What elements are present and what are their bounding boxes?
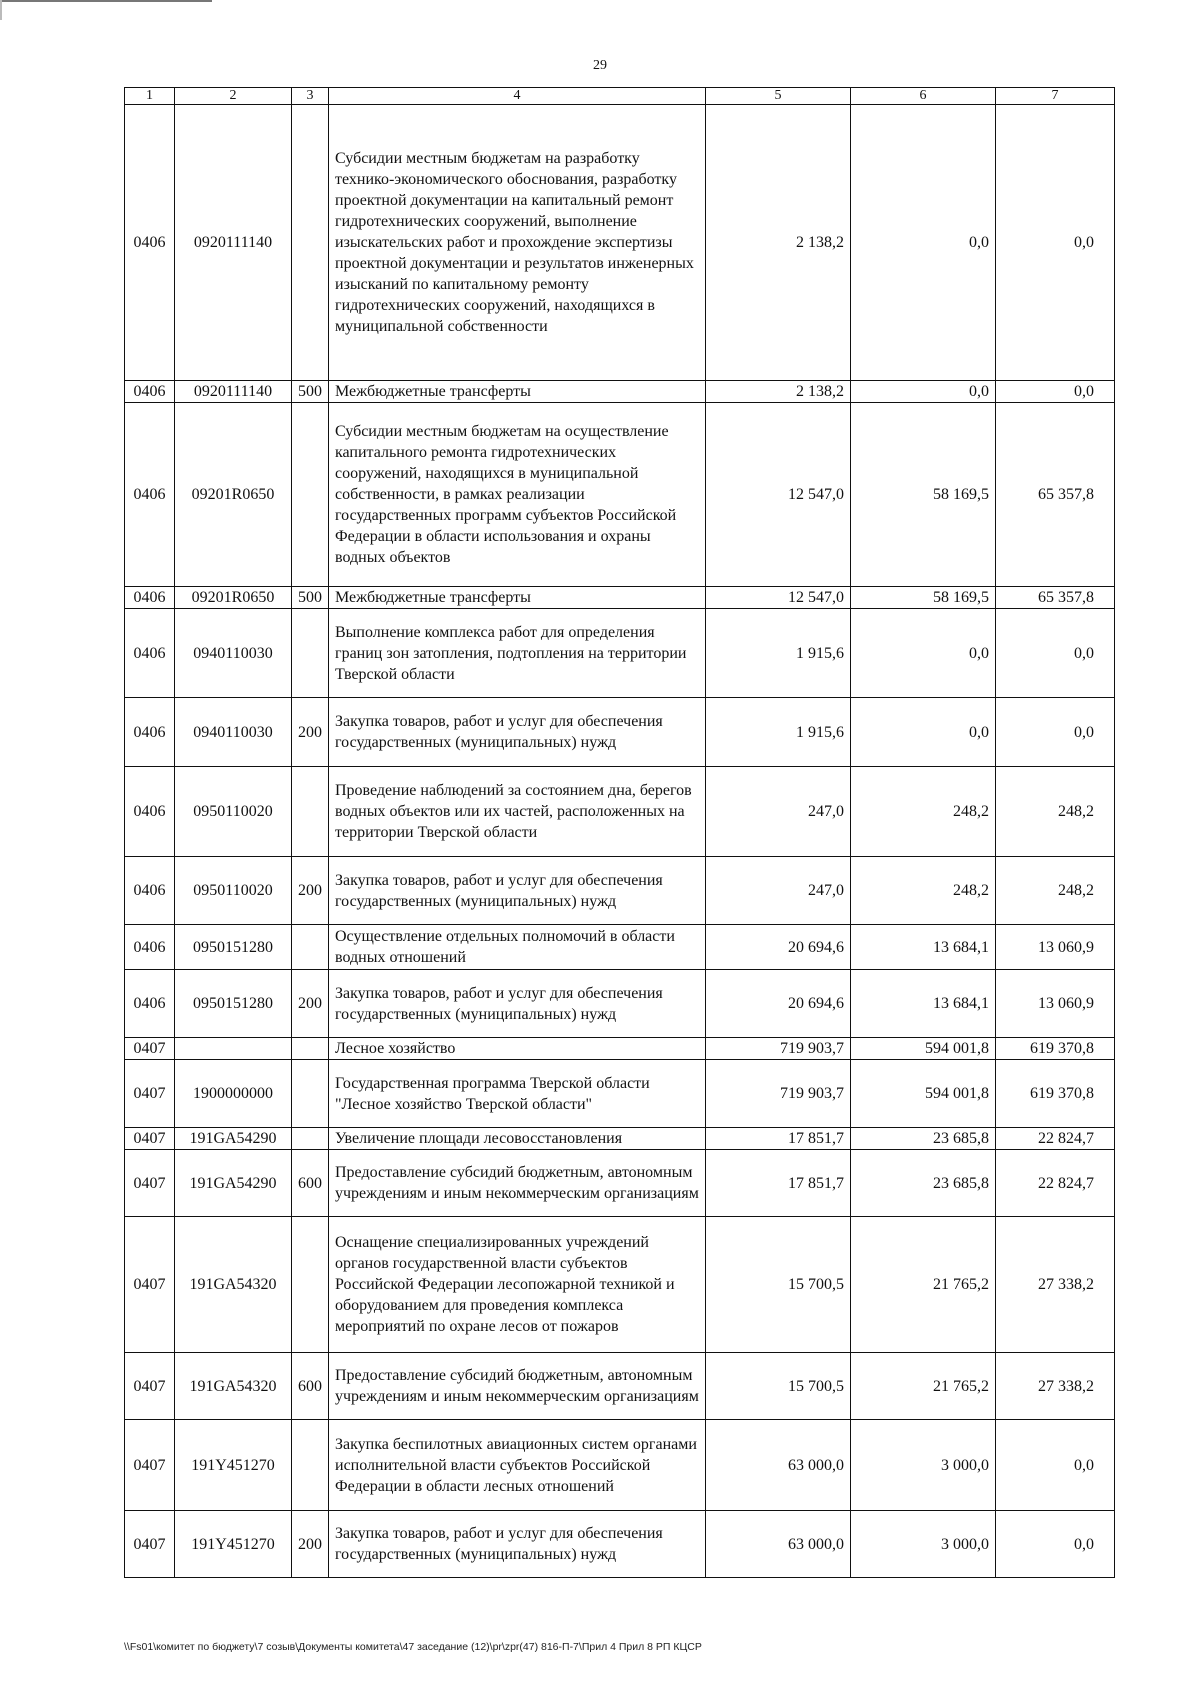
amount-col6-cell: 0,0 [851, 381, 996, 403]
amount-col5-cell: 2 138,2 [706, 105, 851, 381]
table-row [125, 1038, 1115, 1060]
table-row [125, 587, 1115, 609]
section-code-cell: 0406 [125, 105, 175, 381]
item-name-cell: Предоставление субсидий бюджетным, автономным учреждениям и иным некоммерческим организациям [329, 1353, 706, 1420]
column-header: 7 [996, 88, 1115, 105]
column-header: 4 [329, 88, 706, 105]
column-header: 2 [175, 88, 292, 105]
page-number: 29 [593, 58, 607, 73]
amount-col5-cell: 17 851,7 [706, 1150, 851, 1217]
target-code-cell: 0940110030 [175, 609, 292, 698]
section-code-cell: 0407 [125, 1150, 175, 1217]
amount-col6-cell: 594 001,8 [851, 1038, 996, 1060]
target-code-cell: 0920111140 [175, 105, 292, 381]
amount-col5-cell: 20 694,6 [706, 925, 851, 970]
amount-col7-cell: 22 824,7 [996, 1128, 1115, 1150]
expense-type-cell [292, 105, 329, 381]
section-code-cell: 0407 [125, 1128, 175, 1150]
budget-table [124, 87, 1115, 1578]
amount-col6-cell: 0,0 [851, 698, 996, 767]
amount-col6-cell: 3 000,0 [851, 1420, 996, 1511]
target-code-cell: 0950110020 [175, 857, 292, 925]
item-name-cell: Осуществление отдельных полномочий в области водных отношений [329, 925, 706, 970]
amount-col7-cell: 0,0 [996, 609, 1115, 698]
item-name-cell: Субсидии местным бюджетам на разработку технико-экономического обоснования, разработку проектной документации на капитальный ремонт гидротехнических сооружений, выполнение изыскательских работ и прохождение экспертизы проектной документации и результатов инженерных изысканий по капитальному ремонту гидротехнических сооружений, находящихся в муниципальной собственности [329, 105, 706, 381]
section-code-cell: 0406 [125, 970, 175, 1038]
expense-type-cell [292, 925, 329, 970]
amount-col5-cell: 1 915,6 [706, 609, 851, 698]
amount-col5-cell: 247,0 [706, 767, 851, 857]
target-code-cell: 191GA54290 [175, 1150, 292, 1217]
amount-col6-cell: 248,2 [851, 767, 996, 857]
item-name-cell: Межбюджетные трансферты [329, 381, 706, 403]
section-code-cell: 0407 [125, 1217, 175, 1353]
table-row [125, 1150, 1115, 1217]
column-header: 6 [851, 88, 996, 105]
section-code-cell: 0407 [125, 1060, 175, 1128]
amount-col6-cell: 58 169,5 [851, 587, 996, 609]
section-code-cell: 0406 [125, 767, 175, 857]
target-code-cell: 1900000000 [175, 1060, 292, 1128]
item-name-cell: Закупка товаров, работ и услуг для обеспечения государственных (муниципальных) нужд [329, 857, 706, 925]
amount-col5-cell: 1 915,6 [706, 698, 851, 767]
scan-edge-line-vertical [0, 0, 2, 20]
column-header: 5 [706, 88, 851, 105]
table-row [125, 609, 1115, 698]
amount-col7-cell: 0,0 [996, 698, 1115, 767]
table-row [125, 925, 1115, 970]
expense-type-cell [292, 609, 329, 698]
item-name-cell: Закупка товаров, работ и услуг для обеспечения государственных (муниципальных) нужд [329, 698, 706, 767]
amount-col5-cell: 247,0 [706, 857, 851, 925]
target-code-cell: 191GA54320 [175, 1217, 292, 1353]
item-name-cell: Предоставление субсидий бюджетным, автономным учреждениям и иным некоммерческим организациям [329, 1150, 706, 1217]
section-code-cell: 0406 [125, 925, 175, 970]
amount-col5-cell: 63 000,0 [706, 1420, 851, 1511]
section-code-cell: 0406 [125, 609, 175, 698]
amount-col6-cell: 0,0 [851, 609, 996, 698]
amount-col7-cell: 27 338,2 [996, 1217, 1115, 1353]
item-name-cell: Оснащение специализированных учреждений органов государственной власти субъектов Российской Федерации лесопожарной техникой и оборудованием для проведения комплекса мероприятий по охране лесов от пожаров [329, 1217, 706, 1353]
amount-col6-cell: 13 684,1 [851, 970, 996, 1038]
item-name-cell: Лесное хозяйство [329, 1038, 706, 1060]
amount-col5-cell: 20 694,6 [706, 970, 851, 1038]
amount-col6-cell: 58 169,5 [851, 403, 996, 587]
target-code-cell: 0920111140 [175, 381, 292, 403]
amount-col6-cell: 23 685,8 [851, 1128, 996, 1150]
document-file-path: \\Fs01\комитет по бюджету\7 созыв\Документы комитета\47 заседание (12)\pr\zpr(47) 816-П-7\Прил 4 Прил 8 РП КЦСР [124, 1641, 702, 1653]
expense-type-cell: 200 [292, 1511, 329, 1578]
target-code-cell: 0940110030 [175, 698, 292, 767]
section-code-cell: 0407 [125, 1353, 175, 1420]
table-row [125, 767, 1115, 857]
amount-col6-cell: 23 685,8 [851, 1150, 996, 1217]
target-code-cell [175, 1038, 292, 1060]
expense-type-cell: 200 [292, 970, 329, 1038]
amount-col5-cell: 17 851,7 [706, 1128, 851, 1150]
amount-col7-cell: 248,2 [996, 767, 1115, 857]
amount-col7-cell: 619 370,8 [996, 1038, 1115, 1060]
expense-type-cell: 600 [292, 1150, 329, 1217]
amount-col7-cell: 0,0 [996, 105, 1115, 381]
section-code-cell: 0407 [125, 1420, 175, 1511]
amount-col6-cell: 3 000,0 [851, 1511, 996, 1578]
amount-col7-cell: 619 370,8 [996, 1060, 1115, 1128]
table-row [125, 105, 1115, 381]
target-code-cell: 191GA54320 [175, 1353, 292, 1420]
expense-type-cell [292, 1217, 329, 1353]
expense-type-cell [292, 1060, 329, 1128]
expense-type-cell: 600 [292, 1353, 329, 1420]
amount-col5-cell: 15 700,5 [706, 1353, 851, 1420]
amount-col6-cell: 0,0 [851, 105, 996, 381]
amount-col7-cell: 65 357,8 [996, 403, 1115, 587]
amount-col5-cell: 12 547,0 [706, 403, 851, 587]
section-code-cell: 0406 [125, 698, 175, 767]
expense-type-cell [292, 1420, 329, 1511]
table-row [125, 1353, 1115, 1420]
amount-col6-cell: 21 765,2 [851, 1217, 996, 1353]
target-code-cell: 09201R0650 [175, 587, 292, 609]
target-code-cell: 0950151280 [175, 970, 292, 1038]
section-code-cell: 0406 [125, 403, 175, 587]
item-name-cell: Увеличение площади лесовосстановления [329, 1128, 706, 1150]
target-code-cell: 09201R0650 [175, 403, 292, 587]
amount-col6-cell: 13 684,1 [851, 925, 996, 970]
amount-col7-cell: 0,0 [996, 381, 1115, 403]
table-row [125, 1217, 1115, 1353]
table-row [125, 970, 1115, 1038]
expense-type-cell [292, 767, 329, 857]
amount-col6-cell: 594 001,8 [851, 1060, 996, 1128]
expense-type-cell: 500 [292, 587, 329, 609]
amount-col5-cell: 12 547,0 [706, 587, 851, 609]
table-row [125, 1420, 1115, 1511]
table-row [125, 381, 1115, 403]
scan-edge-line [0, 0, 212, 2]
amount-col6-cell: 248,2 [851, 857, 996, 925]
amount-col5-cell: 63 000,0 [706, 1511, 851, 1578]
item-name-cell: Закупка беспилотных авиационных систем органами исполнительной власти субъектов Российской Федерации в области лесных отношений [329, 1420, 706, 1511]
table-row [125, 1060, 1115, 1128]
amount-col5-cell: 719 903,7 [706, 1038, 851, 1060]
amount-col7-cell: 65 357,8 [996, 587, 1115, 609]
amount-col7-cell: 27 338,2 [996, 1353, 1115, 1420]
section-code-cell: 0407 [125, 1038, 175, 1060]
item-name-cell: Закупка товаров, работ и услуг для обеспечения государственных (муниципальных) нужд [329, 1511, 706, 1578]
column-header: 1 [125, 88, 175, 105]
target-code-cell: 191GA54290 [175, 1128, 292, 1150]
item-name-cell: Государственная программа Тверской области "Лесное хозяйство Тверской области" [329, 1060, 706, 1128]
target-code-cell: 191Y451270 [175, 1511, 292, 1578]
section-code-cell: 0406 [125, 857, 175, 925]
target-code-cell: 0950151280 [175, 925, 292, 970]
amount-col5-cell: 15 700,5 [706, 1217, 851, 1353]
expense-type-cell [292, 1128, 329, 1150]
expense-type-cell: 200 [292, 857, 329, 925]
header-row [125, 88, 1115, 105]
amount-col7-cell: 0,0 [996, 1420, 1115, 1511]
amount-col7-cell: 248,2 [996, 857, 1115, 925]
expense-type-cell: 200 [292, 698, 329, 767]
item-name-cell: Выполнение комплекса работ для определения границ зон затопления, подтопления на территории Тверской области [329, 609, 706, 698]
table-row [125, 857, 1115, 925]
amount-col5-cell: 719 903,7 [706, 1060, 851, 1128]
section-code-cell: 0407 [125, 1511, 175, 1578]
table-row [125, 698, 1115, 767]
item-name-cell: Субсидии местным бюджетам на осуществление капитального ремонта гидротехнических сооружений, находящихся в муниципальной собственности, в рамках реализации государственных программ субъектов Российской Федерации в области использования и охраны водных объектов [329, 403, 706, 587]
amount-col7-cell: 22 824,7 [996, 1150, 1115, 1217]
amount-col7-cell: 13 060,9 [996, 925, 1115, 970]
target-code-cell: 0950110020 [175, 767, 292, 857]
column-header: 3 [292, 88, 329, 105]
item-name-cell: Закупка товаров, работ и услуг для обеспечения государственных (муниципальных) нужд [329, 970, 706, 1038]
item-name-cell: Проведение наблюдений за состоянием дна, берегов водных объектов или их частей, расположенных на территории Тверской области [329, 767, 706, 857]
amount-col7-cell: 13 060,9 [996, 970, 1115, 1038]
expense-type-cell: 500 [292, 381, 329, 403]
amount-col7-cell: 0,0 [996, 1511, 1115, 1578]
target-code-cell: 191Y451270 [175, 1420, 292, 1511]
table-row [125, 1128, 1115, 1150]
expense-type-cell [292, 1038, 329, 1060]
expense-type-cell [292, 403, 329, 587]
table-row [125, 403, 1115, 587]
table-row [125, 1511, 1115, 1578]
amount-col6-cell: 21 765,2 [851, 1353, 996, 1420]
section-code-cell: 0406 [125, 381, 175, 403]
item-name-cell: Межбюджетные трансферты [329, 587, 706, 609]
section-code-cell: 0406 [125, 587, 175, 609]
amount-col5-cell: 2 138,2 [706, 381, 851, 403]
